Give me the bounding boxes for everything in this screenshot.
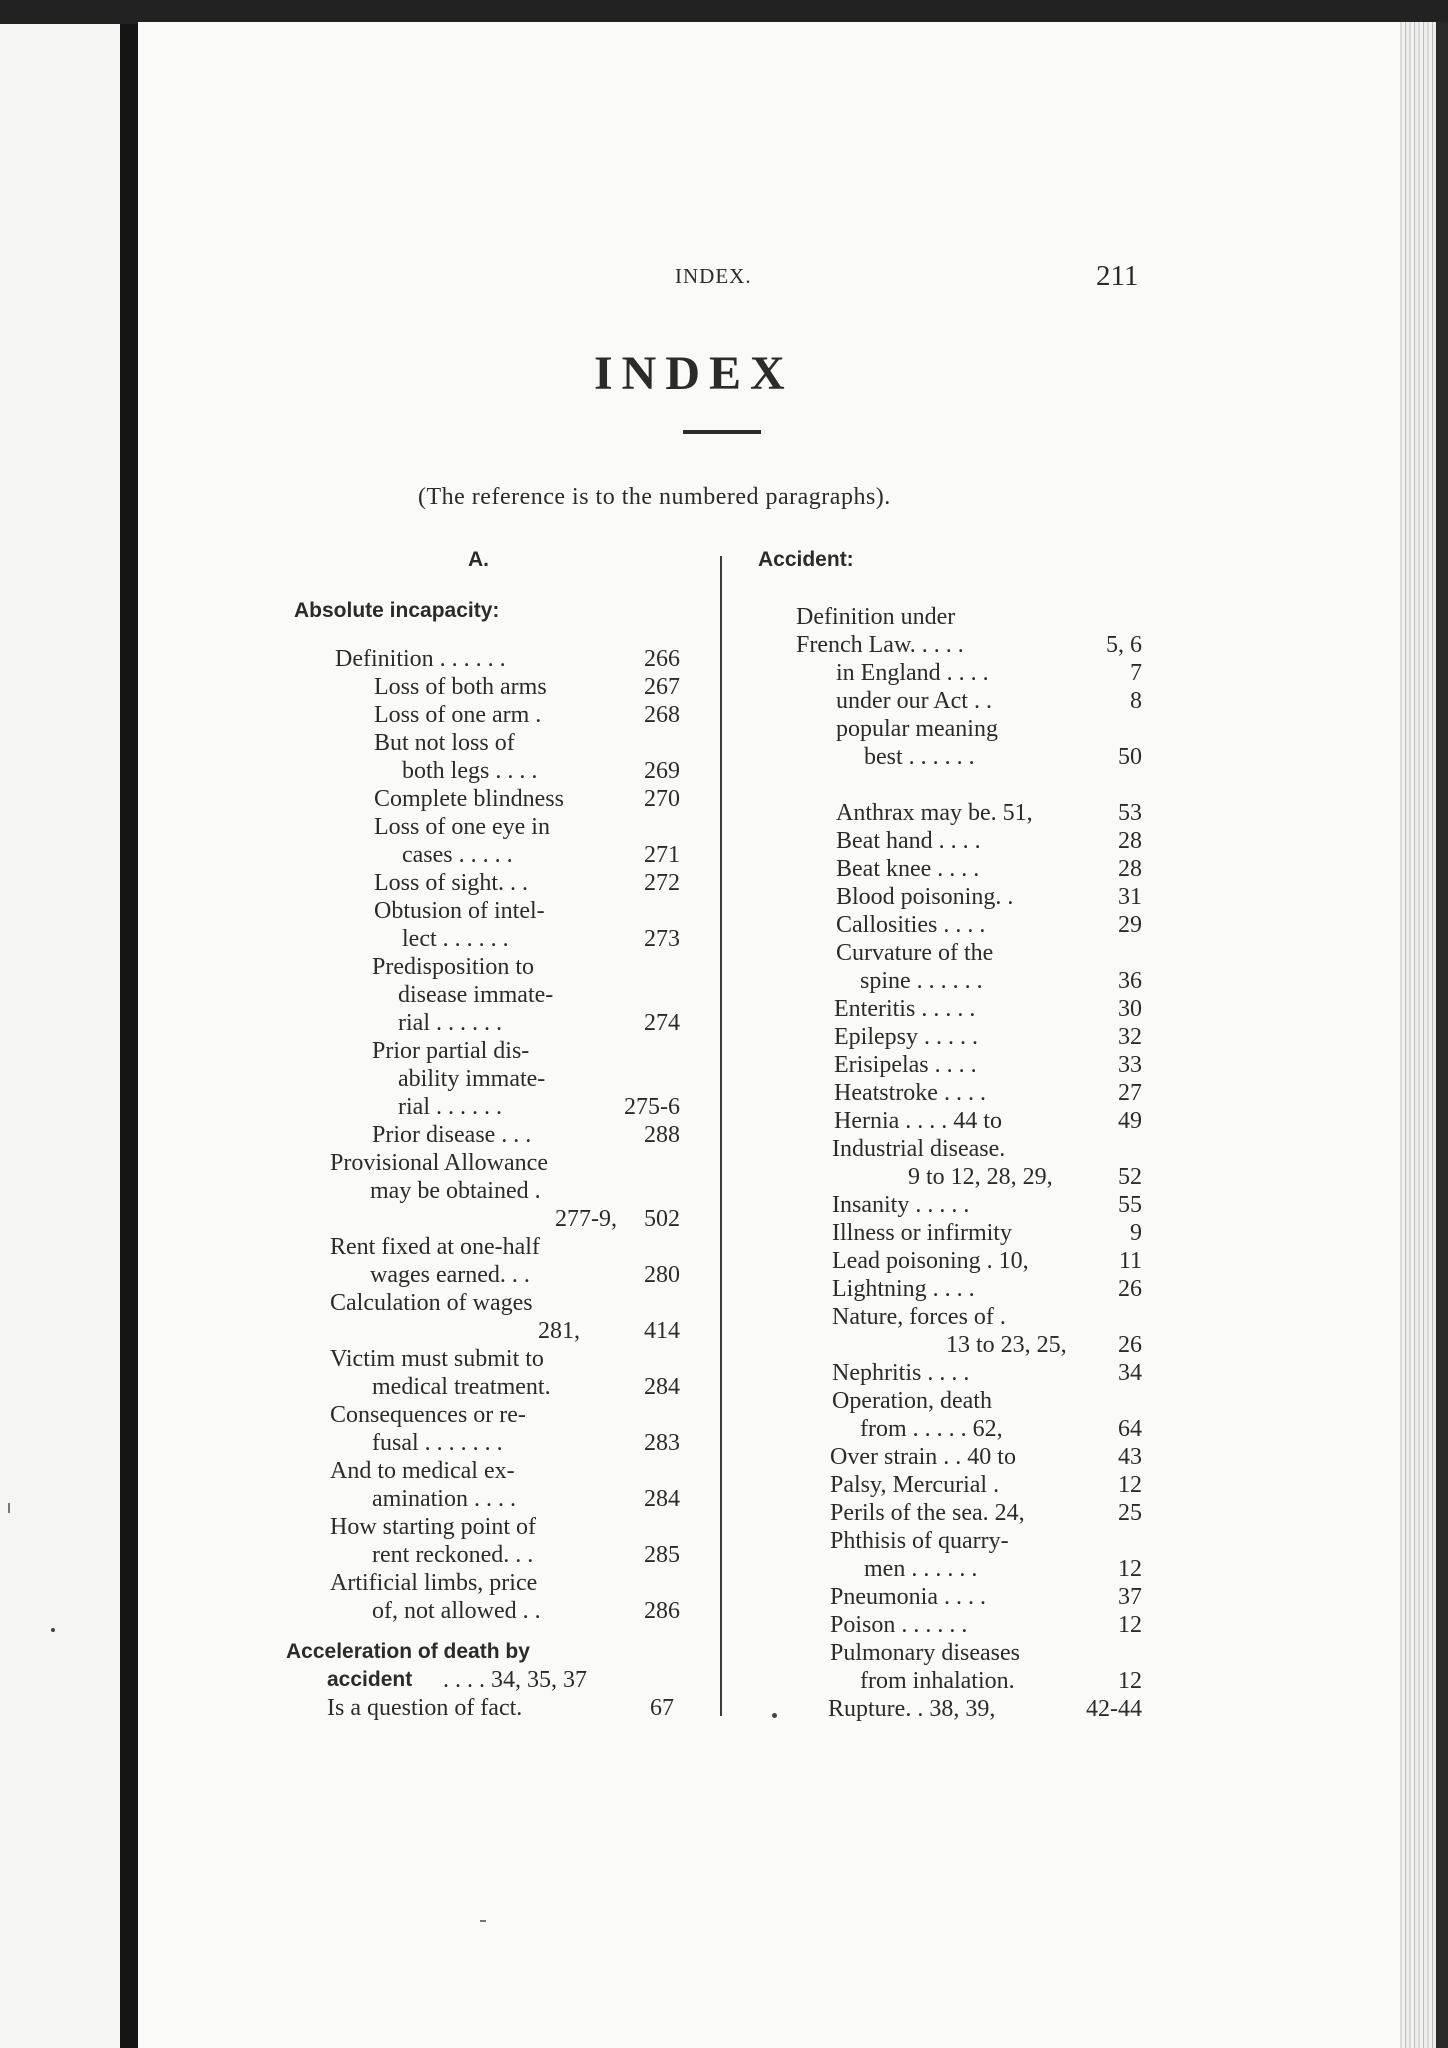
- right-entry-ref: 25: [1118, 1500, 1142, 1526]
- left-entry-ref: 285: [644, 1542, 680, 1568]
- right-entry-text: Pulmonary diseases: [830, 1640, 1020, 1666]
- left-entry-ref: 275-6: [624, 1094, 680, 1120]
- left-heading-2-word: accident: [327, 1668, 413, 1691]
- left-entry-text: Prior disease . . .: [372, 1122, 532, 1148]
- right-entry-text: Erisipelas . . . .: [834, 1052, 977, 1078]
- left-entry-text: Calculation of wages: [330, 1290, 533, 1316]
- right-entry-ref: 33: [1118, 1052, 1142, 1078]
- right-entry-ref: 5, 6: [1106, 632, 1142, 658]
- right-entry-ref: 8: [1130, 688, 1142, 714]
- page-number: 211: [1096, 260, 1139, 292]
- left-entry-text: medical treatment.: [372, 1374, 551, 1400]
- left-entry-ref: 268: [644, 702, 680, 728]
- right-entry-ref: 36: [1118, 968, 1142, 994]
- right-entry-text: best . . . . . .: [864, 744, 975, 770]
- speck: [480, 1920, 486, 1922]
- right-entry-text: Blood poisoning. .: [836, 884, 1014, 910]
- left-entry-text: Predisposition to: [372, 954, 535, 980]
- right-entry-text: 13 to 23, 25,: [946, 1332, 1067, 1358]
- book-gutter: [120, 24, 138, 2048]
- left-entry-text: rent reckoned. . .: [372, 1542, 534, 1568]
- left-entry-text: Definition . . . . . .: [335, 646, 506, 672]
- right-entry-ref: 12: [1118, 1472, 1142, 1498]
- right-entry-ref: 31: [1118, 884, 1142, 910]
- right-entry-text: spine . . . . . .: [860, 968, 983, 994]
- right-entry-text: Phthisis of quarry-: [830, 1528, 1009, 1554]
- right-entry-text: Lightning . . . .: [832, 1276, 975, 1302]
- speck: [51, 1628, 55, 1632]
- right-entry-ref: 53: [1118, 800, 1142, 826]
- left-entry-text: Prior partial dis-: [372, 1038, 530, 1064]
- right-entry-ref: 32: [1118, 1024, 1142, 1050]
- right-entry-text: from . . . . . 62,: [860, 1416, 1003, 1442]
- speck: [772, 1713, 777, 1718]
- left-entry-ref: 280: [644, 1262, 680, 1288]
- left-entry-text: Loss of both arms: [374, 674, 547, 700]
- right-entry-text: Poison . . . . . .: [830, 1612, 968, 1638]
- right-entry-ref: 26: [1118, 1276, 1142, 1302]
- right-entry-text: Nature, forces of .: [832, 1304, 1006, 1330]
- left-entry-text: 277-9,: [555, 1206, 617, 1232]
- right-entry-text: Nephritis . . . .: [832, 1360, 970, 1386]
- left-entry-ref: 266: [644, 646, 680, 672]
- right-entry-ref: 50: [1118, 744, 1142, 770]
- left-entry-ref: 267: [644, 674, 680, 700]
- left-entry-text: Victim must submit to: [330, 1346, 544, 1372]
- left-entry-text: ability immate-: [398, 1066, 546, 1092]
- right-entry-text: Over strain . . 40 to: [830, 1444, 1016, 1470]
- left-entry-text: Loss of sight. . .: [374, 870, 529, 896]
- right-entry-ref: 29: [1118, 912, 1142, 938]
- right-entry-ref: 12: [1118, 1556, 1142, 1582]
- right-entry-ref: 42-44: [1086, 1696, 1142, 1722]
- right-entry-text: Insanity . . . . .: [832, 1192, 970, 1218]
- scan-right-border: [1436, 22, 1448, 2048]
- left-entry-text: rial . . . . . .: [398, 1010, 502, 1036]
- left-entry-text: fusal . . . . . . .: [372, 1430, 503, 1456]
- right-entry-text: Definition under: [796, 604, 956, 630]
- left-entry-ref: 274: [644, 1010, 680, 1036]
- right-entry-ref: 12: [1118, 1668, 1142, 1694]
- column-divider: [720, 556, 722, 1716]
- right-entry-ref: 30: [1118, 996, 1142, 1022]
- right-entry-text: under our Act . .: [836, 688, 992, 714]
- left-entry-text: Consequences or re-: [330, 1402, 526, 1428]
- right-entry-text: Beat knee . . . .: [836, 856, 980, 882]
- left-entry-text: amination . . . .: [372, 1486, 516, 1512]
- left-entry-ref: 284: [644, 1374, 680, 1400]
- right-entry-text: Palsy, Mercurial .: [830, 1472, 1000, 1498]
- left-entry-text: both legs . . . .: [402, 758, 538, 784]
- right-entry-ref: 28: [1118, 828, 1142, 854]
- left-entry-text: Artificial limbs, price: [330, 1570, 538, 1596]
- left-entry-text: wages earned. . .: [370, 1262, 530, 1288]
- right-entry-text: Callosities . . . .: [836, 912, 986, 938]
- left-entry-text: Loss of one eye in: [374, 814, 550, 840]
- right-entry-ref: 9: [1130, 1220, 1142, 1246]
- left-entry-text: Obtusion of intel-: [374, 898, 545, 924]
- left-entry-ref: 414: [644, 1318, 680, 1344]
- left-entry-ref: 502: [644, 1206, 680, 1232]
- right-entry-ref: 64: [1118, 1416, 1142, 1442]
- left-entry-ref: 271: [644, 842, 680, 868]
- right-heading: Accident:: [758, 548, 854, 571]
- right-entry-text: Illness or infirmity: [832, 1220, 1012, 1246]
- left-entry-text: rial . . . . . .: [398, 1094, 502, 1120]
- left-entry-text: Loss of one arm .: [374, 702, 542, 728]
- left-entry-ref: 283: [644, 1430, 680, 1456]
- right-entry-text: Epilepsy . . . . .: [834, 1024, 978, 1050]
- index-note: (The reference is to the numbered paragraphs).: [418, 484, 891, 510]
- left-entry-text: Complete blindness: [374, 786, 564, 812]
- right-entry-text: men . . . . . .: [864, 1556, 978, 1582]
- left-entry-ref: 286: [644, 1598, 680, 1624]
- left-last-line-text: Is a question of fact.: [327, 1695, 523, 1721]
- right-entry-text: Lead poisoning . 10,: [832, 1248, 1029, 1274]
- left-last-line-ref: 67: [650, 1695, 674, 1721]
- right-entry-ref: 52: [1118, 1164, 1142, 1190]
- section-letter: A.: [468, 548, 489, 571]
- running-head: INDEX.: [675, 264, 752, 288]
- left-entry-ref: 273: [644, 926, 680, 952]
- right-entry-text: Heatstroke . . . .: [834, 1080, 986, 1106]
- left-entry-ref: 288: [644, 1122, 680, 1148]
- right-entry-ref: 27: [1118, 1080, 1142, 1106]
- right-entry-text: Pneumonia . . . .: [830, 1584, 986, 1610]
- right-entry-ref: 43: [1118, 1444, 1142, 1470]
- left-entry-text: lect . . . . . .: [402, 926, 509, 952]
- left-heading-2: Acceleration of death by: [286, 1640, 530, 1663]
- left-heading-2-refs: . . . . 34, 35, 37: [443, 1667, 587, 1693]
- right-entry-ref: 12: [1118, 1612, 1142, 1638]
- left-heading: Absolute incapacity:: [294, 599, 500, 622]
- right-entry-text: Enteritis . . . . .: [834, 996, 976, 1022]
- title-rule: [683, 430, 761, 434]
- right-entry-ref: 26: [1118, 1332, 1142, 1358]
- right-entry-text: Anthrax may be. 51,: [836, 800, 1033, 826]
- right-entry-ref: 55: [1118, 1192, 1142, 1218]
- left-entry-ref: 284: [644, 1486, 680, 1512]
- right-entry-text: Curvature of the: [836, 940, 994, 966]
- left-entry-ref: 269: [644, 758, 680, 784]
- right-entry-text: French Law. . . . .: [796, 632, 964, 658]
- left-entry-text: And to medical ex-: [330, 1458, 515, 1484]
- right-entry-ref: 49: [1118, 1108, 1142, 1134]
- right-entry-ref: 28: [1118, 856, 1142, 882]
- left-entry-text: Rent fixed at one-half: [330, 1234, 540, 1260]
- speck: [8, 1503, 10, 1513]
- right-entry-text: Industrial disease.: [832, 1136, 1006, 1162]
- left-entry-text: But not loss of: [374, 730, 515, 756]
- facing-page-edge: [0, 24, 128, 2048]
- left-entry-text: of, not allowed . .: [372, 1598, 541, 1624]
- left-entry-text: How starting point of: [330, 1514, 536, 1540]
- right-entry-text: Beat hand . . . .: [836, 828, 981, 854]
- right-entry-ref: 37: [1118, 1584, 1142, 1610]
- right-entry-text: 9 to 12, 28, 29,: [908, 1164, 1053, 1190]
- left-entry-ref: 270: [644, 786, 680, 812]
- left-entry-text: cases . . . . .: [402, 842, 513, 868]
- right-entry-text: from inhalation.: [860, 1668, 1015, 1694]
- right-entry-ref: 7: [1130, 660, 1142, 686]
- book-page: [138, 22, 1406, 2048]
- left-entry-text: Provisional Allowance: [330, 1150, 548, 1176]
- right-entry-text: popular meaning: [836, 716, 998, 742]
- right-entry-ref: 11: [1118, 1248, 1142, 1274]
- left-entry-text: 281,: [538, 1318, 580, 1344]
- right-entry-text: Operation, death: [832, 1388, 992, 1414]
- right-entry-text: Hernia . . . . 44 to: [834, 1108, 1002, 1134]
- left-entry-ref: 272: [644, 870, 680, 896]
- right-entry-ref: 34: [1118, 1360, 1142, 1386]
- left-entry-text: disease immate-: [398, 982, 554, 1008]
- right-entry-text: Rupture. . 38, 39,: [828, 1696, 996, 1722]
- left-entry-text: may be obtained .: [370, 1178, 541, 1204]
- right-entry-text: in England . . . .: [836, 660, 989, 686]
- page-title: INDEX: [594, 347, 794, 400]
- right-entry-text: Perils of the sea. 24,: [830, 1500, 1025, 1526]
